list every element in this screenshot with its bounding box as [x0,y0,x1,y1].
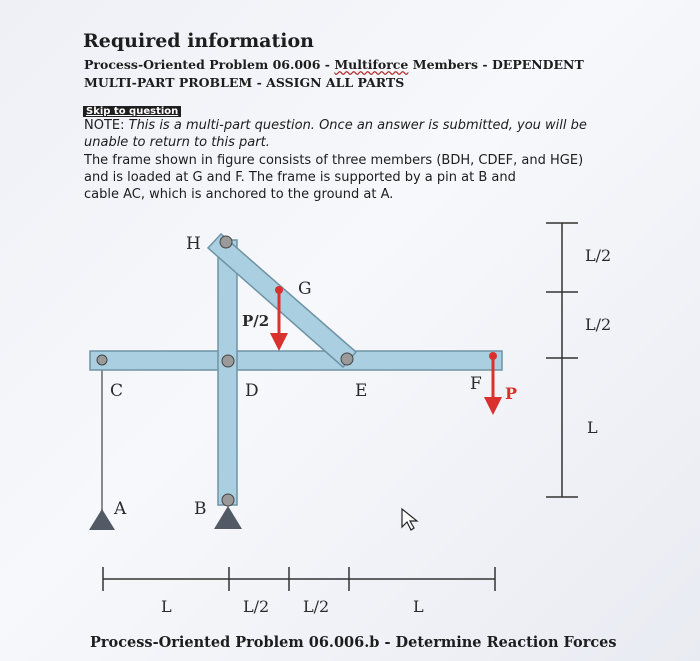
horizontal-dim-2: L/2 [243,597,270,616]
note-text: This is a multi-part question. Once an answer is submitted, you will be [128,118,587,133]
label-h: H [186,234,201,254]
label-d: D [245,381,259,401]
member-cdef [90,351,502,370]
load-point-g [275,286,283,294]
description-line3: cable AC, which is anchored to the ground at A. [84,187,394,202]
note-line2: unable to return to this part. [84,135,270,150]
load-point-f [489,352,497,360]
horizontal-dim-4: L [413,597,424,616]
member-bdh [218,240,237,505]
problem-title-suffix: Members - DEPENDENT [408,57,584,72]
page-title: Required information [83,30,314,52]
skip-to-question-link[interactable]: Skip to question [83,106,181,117]
label-c: C [110,381,124,401]
pin-e [341,353,353,365]
cursor-icon [402,509,417,530]
vertical-dim-1: L/2 [585,246,612,265]
load-label-p: P [505,384,518,403]
pin-h [220,236,232,248]
footer-title: Process-Oriented Problem 06.006.b - Determine Reaction Forces [90,634,617,651]
label-a: A [114,499,127,519]
horizontal-dim-1: L [161,597,172,616]
label-e: E [355,381,368,401]
label-b: B [194,499,207,519]
load-label-p-half: P/2 [242,312,270,330]
label-f: F [470,374,482,394]
description-line2: and is loaded at G and F. The frame is supported by a pin at B and [84,170,516,185]
horizontal-dim-3: L/2 [303,597,330,616]
vertical-dim-3: L [587,418,598,437]
support-a [89,509,115,530]
pin-c [97,355,107,365]
pin-d [222,355,234,367]
problem-title-keyword: Multiforce [334,57,409,72]
label-g: G [298,279,312,299]
description-line1: The frame shown in figure consists of three members (BDH, CDEF, and HGE) [84,153,584,168]
support-b [214,506,242,529]
problem-title-prefix: Process-Oriented Problem 06.006 - [84,57,335,72]
vertical-dim-2: L/2 [585,315,612,334]
pin-b [222,494,234,506]
problem-title-line2: MULTI-PART PROBLEM - ASSIGN ALL PARTS [84,75,405,90]
note-label: NOTE: [84,118,129,133]
